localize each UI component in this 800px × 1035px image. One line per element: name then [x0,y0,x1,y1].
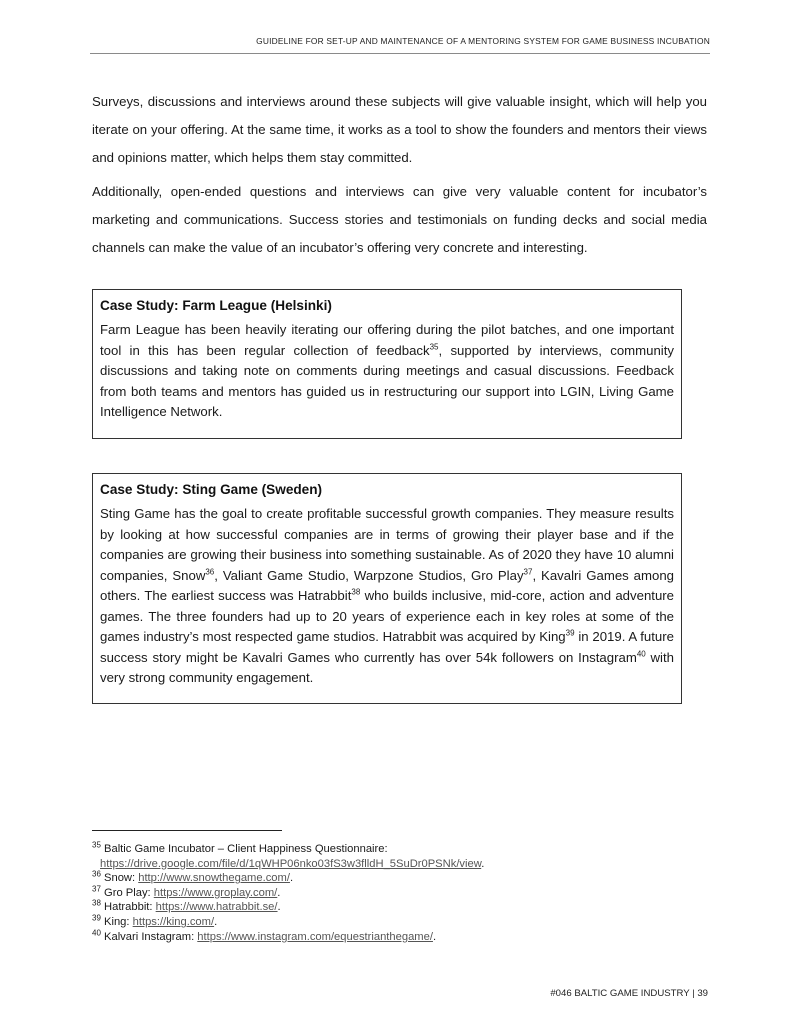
case-study-farm-league [92,289,682,439]
paragraph: Surveys, discussions and interviews around these subjects will give valuable insight, which will help you iterate on your offering. At the same time, it works as a tool to show the founders and mentors their views and opinions matter, which helps them stay committed. [92,94,707,165]
footnote-ref[interactable]: 38 [351,587,361,597]
footnote-36: $^{36}$ Snow: http://www.snowthegame.com/. [92,869,294,885]
paragraph: Additionally, open-ended questions and interviews can give very valuable content for incubator’s marketing and communications. Success stories and testimonials on funding decks and social media channels can make the value of an incubator’s offering very concrete and interesting. [92,184,707,255]
footnote-link[interactable]: https://drive.google.com/file/d/1qWHP06nko03fS3w3flldH_5SuDr0PSNk/view [100,857,482,870]
footnote-label: Hatrabbit: [104,901,153,914]
footnote-35 [92,842,712,857]
text-segment: Sting Game has the goal to create profitable successful growth companies. They measure results by looking at how successful companies are in terms of growing their player base and if the companies are growing their business into something sustainable. As of 2020 they have 10 alumni companies, Snow [100,506,674,583]
footnote-40: $^{40}$ Kalvari Instagram: https://www.instagram.com/equestrianthegame/. [92,927,437,943]
footnote-ref[interactable]: 39 [565,628,575,638]
text-segment: in 2019. A future success story might be Kavalri Games who currently has over 54k followers on Instagram [100,629,674,665]
footnote-link[interactable]: http://www.snowthegame.com/ [138,872,290,885]
footnote-number: 40 [92,927,101,937]
footnote-link[interactable]: https://www.instagram.com/equestrianthegame/ [197,930,433,943]
footnote-ref[interactable]: 40 [636,649,646,659]
body-text [92,88,707,268]
text-segment: , Kavalri Games among others. The earliest success was Hatrabbit [100,567,675,603]
footnote-label: King: [104,915,130,928]
case-study-title: Case Study: Sting Game (Sweden) [100,482,323,497]
footnote-link[interactable]: https://www.hatrabbit.se/ [155,901,278,914]
text-segment: who builds inclusive, mid-core, action and adventure games. The three founders had up to 20 years of experience each in key roles at some of the games industry’s most respected game studios. Hatrabbit was acquired by King [100,588,675,644]
footnote-number: 37 [92,884,101,894]
footnote-35-link-line: https://drive.google.com/file/d/1qWHP06nko03fS3w3flldH_5SuDr0PSNk/view. [100,857,485,870]
footnote-ref[interactable]: 36 [205,567,215,577]
footnote-label: Gro Play: [104,886,151,899]
footnote-number: 38 [92,898,101,908]
case-study-sting-game [92,473,682,704]
running-header: GUIDELINE FOR SET-UP AND MAINTENANCE OF A MENTORING SYSTEM FOR GAME BUSINESS INCUBATION [256,36,710,46]
footnote-37: $^{37}$ Gro Play: https://www.groplay.com/. [92,884,281,899]
footnote-ref[interactable]: 35 [429,342,439,352]
footnote-number: 36 [92,869,101,879]
footnotes [92,842,712,944]
text-segment: , supported by interviews, community discussions and taking note on comments during meetings and casual discussions. Feedback from both teams and mentors has guided us in restructuring our support into LGIN, Living Game Intelligence Network. [100,342,674,419]
footnote-link[interactable]: https://www.groplay.com/ [153,886,278,899]
footnote-38: $^{38}$ Hatrabbit: https://www.hatrabbit.se/. [92,898,281,914]
footnote-number: 39 [92,913,101,923]
footnote-number: 35 [92,840,101,850]
page-footer: #046 BALTIC GAME INDUSTRY | 39 [550,988,708,999]
case-study-title: Case Study: Farm League (Helsinki) [100,298,332,313]
footnote-ref[interactable]: 37 [523,567,533,577]
text-segment: with very strong community engagement. [100,649,674,685]
footnote-link[interactable]: https://king.com/ [132,915,215,928]
footnote-label: Snow: [104,872,136,885]
footnote-39: $^{39}$ King: https://king.com/. [92,913,218,928]
case-study-text [100,504,674,689]
header-rule [90,53,710,54]
case-study-text [100,320,674,423]
footnote-separator [92,830,282,831]
text-segment: Farm League has been heavily iterating our offering during the pilot batches, and one important tool in this has been regular collection of feedback [100,322,674,358]
footnote-label: Baltic Game Incubator – Client Happiness Questionnaire: [104,843,388,855]
footnote-label: Kalvari Instagram: [104,930,195,943]
text-segment: , Valiant Game Studio, Warpzone Studios, Gro Play [214,567,524,583]
